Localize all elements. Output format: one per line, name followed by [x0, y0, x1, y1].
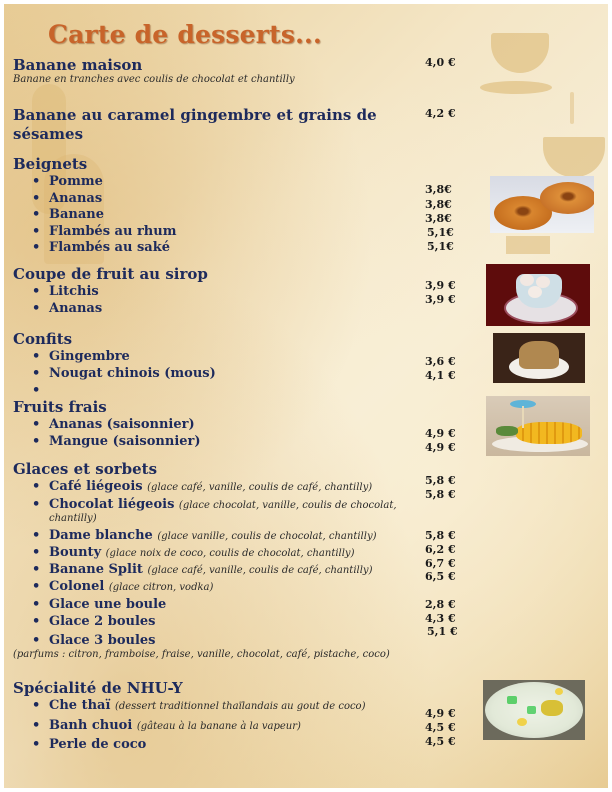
bullet: • — [32, 479, 41, 494]
flavors-note: (parfums : citron, framboise, fraise, vanille, chocolat, café, pistache, coco) — [13, 649, 390, 660]
item-price: 5,8 € — [425, 529, 456, 542]
bullet: • — [32, 545, 41, 560]
bullet: • — [32, 301, 41, 316]
list-item: Banane — [49, 207, 105, 222]
item-price: 5,1€ — [427, 240, 454, 253]
item-description: (gâteau à la banane à la vapeur) — [136, 721, 301, 732]
list-item: Pomme — [49, 174, 103, 189]
menu-page — [4, 4, 608, 788]
list-item: Ananas — [49, 191, 103, 206]
bullet: • — [32, 224, 41, 239]
che-thai-photo — [483, 680, 585, 740]
list-item: Ananas (saisonnier) — [49, 417, 195, 432]
item-description: (glace café, vanille, coulis de café, chantilly) — [147, 482, 373, 493]
item-price: 4,2 € — [425, 107, 456, 120]
list-item — [49, 497, 397, 512]
bullet: • — [32, 284, 41, 299]
list-item — [49, 528, 377, 543]
item-name: Banane Split — [49, 562, 143, 577]
list-item: Perle de coco — [49, 737, 147, 752]
list-item: Glace une boule — [49, 597, 167, 612]
bullet: • — [32, 528, 41, 543]
item-price: 3,8€ — [425, 198, 452, 211]
bullet: • — [32, 383, 41, 398]
list-item: Gingembre — [49, 349, 130, 364]
beignets-photo — [490, 176, 594, 233]
item-description: (glace chocolat, vanille, coulis de chocolat, — [178, 500, 397, 511]
item-name: Che thaï — [49, 698, 111, 713]
litchis-photo — [486, 264, 590, 326]
list-item — [49, 698, 365, 713]
list-item: Nougat chinois (mous) — [49, 366, 216, 381]
section-title-banane-maison: Banane maison — [13, 56, 143, 74]
item-price: 3,9 € — [425, 279, 456, 292]
bullet: • — [32, 366, 41, 381]
section-title-specialite: Spécialité de NHU-Y — [13, 679, 183, 697]
bullet: • — [32, 614, 41, 629]
list-item: Glace 3 boules — [49, 633, 156, 648]
item-price: 6,2 € — [425, 543, 456, 556]
item-price: 5,1€ — [427, 226, 454, 239]
item-price: 6,5 € — [425, 570, 456, 583]
bullet: • — [32, 207, 41, 222]
menu-title: Carte de desserts... — [48, 20, 322, 49]
item-price: 5,8 € — [425, 474, 456, 487]
item-price: 4,0 € — [425, 56, 456, 69]
item-price: 3,9 € — [425, 293, 456, 306]
bullet: • — [32, 562, 41, 577]
item-name: Café liégeois — [49, 479, 143, 494]
list-item: Ananas — [49, 301, 103, 316]
item-price: 4,9 € — [425, 441, 456, 454]
bullet: • — [32, 718, 41, 733]
item-description: (glace noix de coco, coulis de chocolat, chantilly) — [105, 548, 355, 559]
item-price: 2,8 € — [425, 598, 456, 611]
bullet: • — [32, 698, 41, 713]
item-price: 3,8€ — [425, 183, 452, 196]
bullet: • — [32, 597, 41, 612]
bullet: • — [32, 497, 41, 512]
bullet: • — [32, 417, 41, 432]
list-item — [49, 718, 301, 733]
section-title-glaces: Glaces et sorbets — [13, 460, 158, 478]
item-description: Banane en tranches avec coulis de chocolat et chantilly — [13, 74, 295, 85]
section-title-confits: Confits — [13, 330, 73, 348]
item-price: 5,8 € — [425, 488, 456, 501]
list-item: Flambés au rhum — [49, 224, 177, 239]
item-description-continued: chantilly) — [49, 513, 97, 524]
item-name: Colonel — [49, 579, 105, 594]
item-name: Chocolat liégeois — [49, 497, 175, 512]
list-item — [49, 579, 213, 594]
item-price: 5,1 € — [427, 625, 458, 638]
bullet: • — [32, 174, 41, 189]
list-item: Flambés au saké — [49, 240, 170, 255]
item-price: 3,6 € — [425, 355, 456, 368]
saucer-decoration-icon — [480, 81, 552, 94]
item-name: Banh chuoi — [49, 718, 133, 733]
item-description: (dessert traditionnel thaïlandais au gout de coco) — [114, 701, 366, 712]
item-description: (glace vanille, coulis de chocolat, chantilly) — [157, 531, 377, 542]
item-price: 4,5 € — [425, 735, 456, 748]
item-description: (glace citron, vodka) — [108, 582, 214, 593]
base-decoration-icon — [506, 236, 550, 254]
bullet: • — [32, 349, 41, 364]
bullet: • — [32, 240, 41, 255]
item-price: 3,8€ — [425, 212, 452, 225]
list-item: Mangue (saisonnier) — [49, 434, 201, 449]
item-price: 4,1 € — [425, 369, 456, 382]
bullet: • — [32, 633, 41, 648]
bullet: • — [32, 434, 41, 449]
section-title-beignets: Beignets — [13, 155, 88, 173]
item-name: Bounty — [49, 545, 102, 560]
list-item — [49, 479, 372, 494]
item-description: (glace café, vanille, coulis de café, chantilly) — [147, 565, 373, 576]
list-item — [49, 545, 354, 560]
list-item: Litchis — [49, 284, 99, 299]
bullet: • — [32, 737, 41, 752]
list-item — [49, 562, 372, 577]
bullet: • — [32, 579, 41, 594]
list-item: Glace 2 boules — [49, 614, 156, 629]
section-title-banane-caramel: Banane au caramel gingembre et grains de — [13, 106, 377, 124]
pineapple-photo — [486, 396, 590, 456]
item-price: 4,5 € — [425, 721, 456, 734]
confits-photo — [493, 333, 585, 383]
section-title-fruits: Fruits frais — [13, 398, 107, 416]
item-price: 4,3 € — [425, 612, 456, 625]
item-name: Dame blanche — [49, 528, 153, 543]
item-price: 4,9 € — [425, 707, 456, 720]
cup-decoration-icon — [491, 33, 549, 73]
item-price: 4,9 € — [425, 427, 456, 440]
bowl-decoration-icon — [543, 137, 605, 177]
bullet: • — [32, 191, 41, 206]
steam-decoration-icon — [570, 92, 574, 124]
item-price: 6,7 € — [425, 557, 456, 570]
section-title-banane-caramel-line2: sésames — [13, 125, 84, 143]
section-title-coupe: Coupe de fruit au sirop — [13, 265, 208, 283]
